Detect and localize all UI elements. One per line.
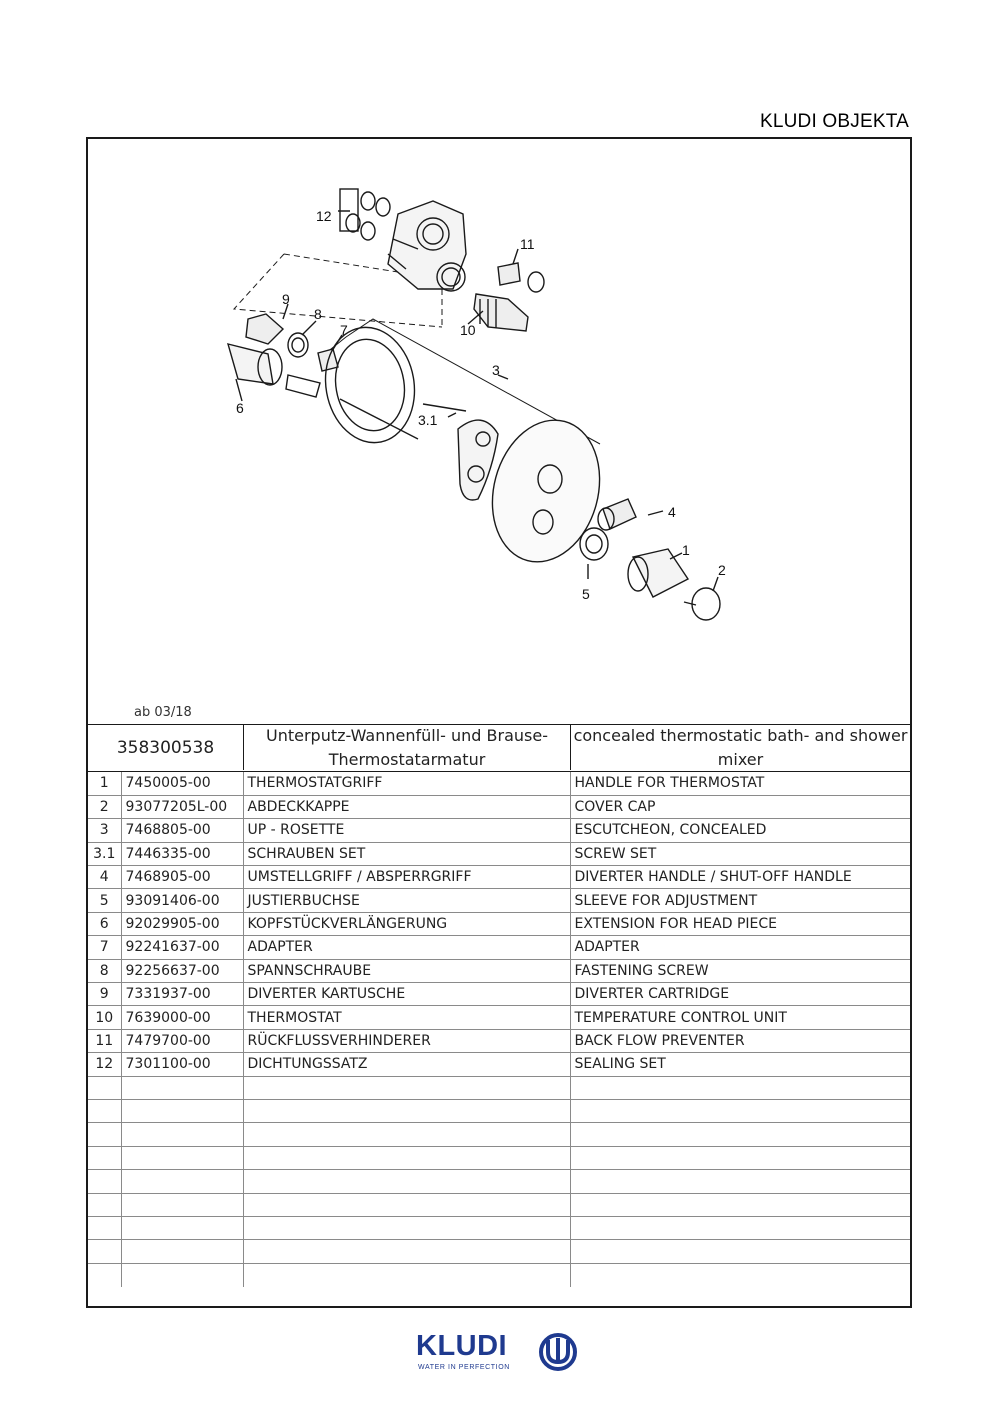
callout-4: 4 — [668, 504, 676, 520]
product-header — [88, 724, 910, 772]
part-number — [121, 1146, 243, 1169]
part-number: 92256637-00 — [121, 959, 243, 982]
callout-11: 11 — [520, 236, 535, 252]
product-article-number: 358300538 — [116, 737, 215, 758]
part-position — [88, 1240, 121, 1263]
part-position: 4 — [88, 866, 121, 889]
part-name-english — [570, 1123, 910, 1146]
part-number — [121, 1263, 243, 1286]
part-name-english: BACK FLOW PREVENTER — [570, 1029, 910, 1052]
callout-3: 3 — [492, 362, 500, 378]
logo-tagline: WATER IN PERFECTION — [418, 1364, 510, 1371]
part-name-english — [570, 1076, 910, 1099]
logo-wordmark: KLUDI — [416, 1330, 508, 1362]
part-number — [121, 1216, 243, 1239]
part-name-english: ESCUTCHEON, CONCEALED — [570, 819, 910, 842]
part-name-english — [570, 1099, 910, 1122]
part-position: 7 — [88, 936, 121, 959]
parts-row — [88, 1006, 910, 1029]
product-name-german: Unterputz-Wannenfüll- und Brause-Thermostatarmatur — [243, 725, 570, 770]
parts-row — [88, 819, 910, 842]
part-name-german: SCHRAUBEN SET — [243, 842, 570, 865]
revision-date: ab 03/18 — [134, 705, 192, 720]
part-number: 7468805-00 — [121, 819, 243, 842]
part-position: 11 — [88, 1029, 121, 1052]
parts-row — [88, 1240, 910, 1263]
part-position: 10 — [88, 1006, 121, 1029]
part-number: 7331937-00 — [121, 983, 243, 1006]
part-name-english — [570, 1240, 910, 1263]
parts-row — [88, 795, 910, 818]
part-position: 12 — [88, 1053, 121, 1076]
part-number: 93091406-00 — [121, 889, 243, 912]
part-number — [121, 1076, 243, 1099]
parts-row — [88, 1099, 910, 1122]
part-name-english — [570, 1193, 910, 1216]
callout-10: 10 — [460, 322, 476, 338]
part-name-english: TEMPERATURE CONTROL UNIT — [570, 1006, 910, 1029]
exploded-view-drawing — [88, 139, 910, 724]
callout-8: 8 — [314, 306, 322, 322]
part-name-german: KOPFSTÜCKVERLÄNGERUNG — [243, 912, 570, 935]
part-number — [121, 1170, 243, 1193]
part-number — [121, 1099, 243, 1122]
part-name-german: UP - ROSETTE — [243, 819, 570, 842]
callout-2: 2 — [718, 562, 726, 578]
part-name-german — [243, 1170, 570, 1193]
callout-5: 5 — [582, 586, 590, 602]
part-number: 7468905-00 — [121, 866, 243, 889]
brand-title: KLUDI OBJEKTA — [759, 111, 909, 132]
part-name-german: THERMOSTAT — [243, 1006, 570, 1029]
part-position: 5 — [88, 889, 121, 912]
part-position: 8 — [88, 959, 121, 982]
parts-row — [88, 1193, 910, 1216]
parts-row — [88, 1029, 910, 1052]
part-name-english: ADAPTER — [570, 936, 910, 959]
parts-row — [88, 866, 910, 889]
part-number: 92029905-00 — [121, 912, 243, 935]
part-name-german — [243, 1216, 570, 1239]
parts-row — [88, 912, 910, 935]
part-name-german: THERMOSTATGRIFF — [243, 772, 570, 795]
part-position: 2 — [88, 795, 121, 818]
part-number: 7450005-00 — [121, 772, 243, 795]
parts-row — [88, 1170, 910, 1193]
callout-9: 9 — [282, 291, 290, 307]
sealing-set-bracket — [340, 189, 358, 231]
part-number: 92241637-00 — [121, 936, 243, 959]
parts-row — [88, 1076, 910, 1099]
part-position: 6 — [88, 912, 121, 935]
parts-row — [88, 959, 910, 982]
part-name-german: DIVERTER KARTUSCHE — [243, 983, 570, 1006]
part-name-english: DIVERTER CARTRIDGE — [570, 983, 910, 1006]
part-position: 3 — [88, 819, 121, 842]
callout-7: 7 — [340, 322, 348, 338]
part-position: 9 — [88, 983, 121, 1006]
part-number: 7446335-00 — [121, 842, 243, 865]
part-name-english: FASTENING SCREW — [570, 959, 910, 982]
part-number — [121, 1240, 243, 1263]
part-position — [88, 1123, 121, 1146]
part-name-german — [243, 1076, 570, 1099]
part-name-german: DICHTUNGSSATZ — [243, 1053, 570, 1076]
part-number: 7301100-00 — [121, 1053, 243, 1076]
part-name-german: UMSTELLGRIFF / ABSPERRGRIFF — [243, 866, 570, 889]
parts-row — [88, 772, 910, 795]
part-number — [121, 1193, 243, 1216]
part-name-german — [243, 1193, 570, 1216]
part-number: 93077205L-00 — [121, 795, 243, 818]
part-name-english: SLEEVE FOR ADJUSTMENT — [570, 889, 910, 912]
part-position: 1 — [88, 772, 121, 795]
part-name-english: SEALING SET — [570, 1053, 910, 1076]
part-name-english — [570, 1146, 910, 1169]
product-name-english: concealed thermostatic bath- and shower mixer — [570, 725, 910, 770]
part-name-german — [243, 1123, 570, 1146]
part-name-german: ADAPTER — [243, 936, 570, 959]
kludi-emblem-icon — [536, 1332, 580, 1372]
part-name-english: EXTENSION FOR HEAD PIECE — [570, 912, 910, 935]
parts-row — [88, 983, 910, 1006]
part-name-english — [570, 1263, 910, 1286]
parts-row — [88, 1216, 910, 1239]
part-name-german: JUSTIERBUCHSE — [243, 889, 570, 912]
part-position — [88, 1193, 121, 1216]
part-name-english: COVER CAP — [570, 795, 910, 818]
part-name-german — [243, 1146, 570, 1169]
part-number: 7479700-00 — [121, 1029, 243, 1052]
part-name-english: HANDLE FOR THERMOSTAT — [570, 772, 910, 795]
parts-row — [88, 842, 910, 865]
part-name-english — [570, 1216, 910, 1239]
part-name-english — [570, 1170, 910, 1193]
callout-6: 6 — [236, 400, 244, 416]
callout-3-1: 3.1 — [418, 412, 438, 428]
parts-table — [88, 772, 910, 1287]
part-name-english: SCREW SET — [570, 842, 910, 865]
kludi-logo — [416, 1330, 586, 1378]
parts-row — [88, 1146, 910, 1169]
part-position — [88, 1216, 121, 1239]
part-number — [121, 1123, 243, 1146]
part-position — [88, 1146, 121, 1169]
part-name-german: ABDECKKAPPE — [243, 795, 570, 818]
part-position: 3.1 — [88, 842, 121, 865]
callout-1: 1 — [682, 542, 690, 558]
spare-parts-sheet — [86, 137, 912, 1308]
parts-row — [88, 1263, 910, 1286]
part-position — [88, 1170, 121, 1193]
part-name-german: RÜCKFLUSSVERHINDERER — [243, 1029, 570, 1052]
parts-row — [88, 936, 910, 959]
part-name-german — [243, 1263, 570, 1286]
part-name-german: SPANNSCHRAUBE — [243, 959, 570, 982]
part-position — [88, 1076, 121, 1099]
part-name-german — [243, 1240, 570, 1263]
part-name-german — [243, 1099, 570, 1122]
parts-row — [88, 1123, 910, 1146]
part-position — [88, 1263, 121, 1286]
parts-row — [88, 1053, 910, 1076]
parts-row — [88, 889, 910, 912]
callout-12: 12 — [316, 208, 332, 224]
part-number: 7639000-00 — [121, 1006, 243, 1029]
part-name-english: DIVERTER HANDLE / SHUT-OFF HANDLE — [570, 866, 910, 889]
part-position — [88, 1099, 121, 1122]
